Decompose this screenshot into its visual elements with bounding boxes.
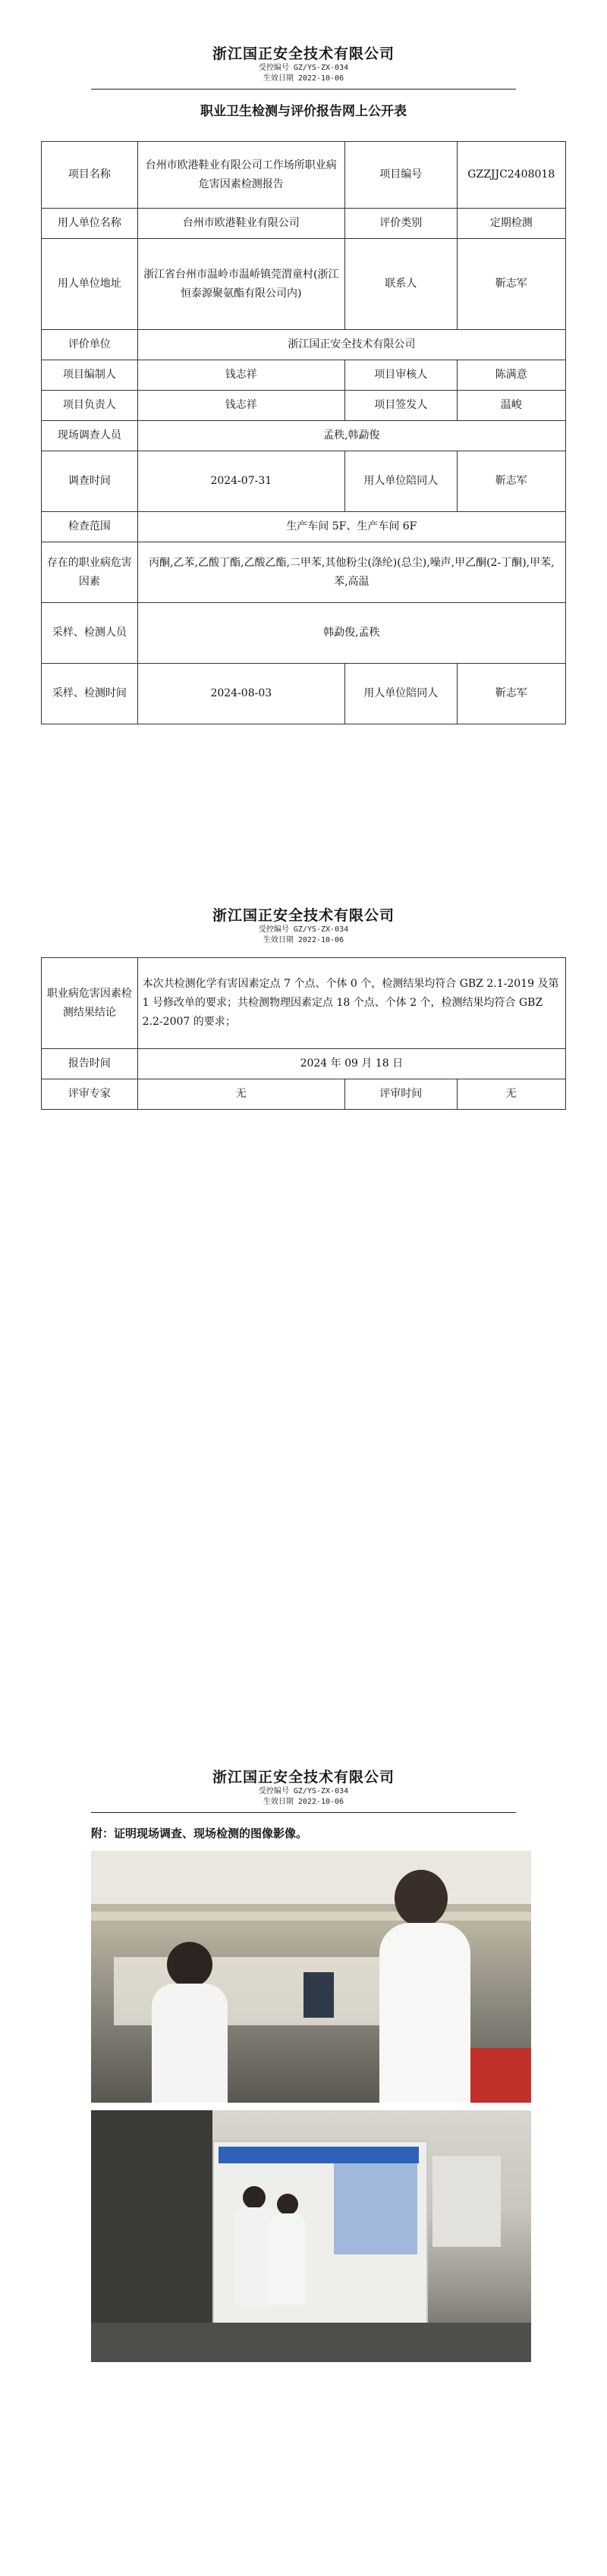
effective-date: 生效日期 2022-10-06 bbox=[263, 1798, 344, 1806]
address-label: 用人单位地址 bbox=[42, 239, 138, 330]
row-investigators bbox=[42, 421, 566, 451]
eval-type-label: 评价类别 bbox=[344, 209, 457, 239]
company-name: 浙江国正安全技术有限公司 bbox=[212, 1769, 395, 1786]
shelf bbox=[91, 1912, 531, 1921]
page-header bbox=[0, 42, 607, 90]
hazards-value: 丙酮,乙苯,乙酸丁酯,乙酸乙酯,二甲苯,其他粉尘(涤纶)(总尘),噪声,甲乙酮(2-丁酮),甲苯,苯,高温 bbox=[137, 542, 565, 603]
escort-value: 靳志军 bbox=[457, 451, 565, 512]
project-name-label: 项目名称 bbox=[42, 142, 138, 209]
leader-label: 项目负责人 bbox=[42, 391, 138, 421]
row-result bbox=[42, 958, 566, 1049]
escort-label: 用人单位陪同人 bbox=[344, 451, 457, 512]
company-name: 浙江国正安全技术有限公司 bbox=[212, 907, 395, 924]
effective-date: 生效日期 2022-10-06 bbox=[263, 74, 344, 83]
page-header bbox=[0, 904, 607, 946]
company-name: 浙江国正安全技术有限公司 bbox=[212, 46, 395, 62]
person-head bbox=[277, 2194, 298, 2215]
investigators-label: 现场调查人员 bbox=[42, 421, 138, 451]
page-header bbox=[0, 1766, 607, 1813]
site-test-photo bbox=[91, 2110, 531, 2362]
floor bbox=[91, 2323, 531, 2362]
reviewer-label: 项目审核人 bbox=[344, 360, 457, 391]
contact-label: 联系人 bbox=[344, 239, 457, 330]
worker-left bbox=[152, 1984, 228, 2103]
report-time-value: 2024 年 09 月 18 日 bbox=[137, 1049, 565, 1079]
control-number: 受控编号 GZ/YS-ZX-034 bbox=[258, 1787, 349, 1795]
page-2 bbox=[0, 904, 607, 946]
site-survey-photo bbox=[91, 1851, 531, 2103]
control-number: 受控编号 GZ/YS-ZX-034 bbox=[258, 64, 349, 72]
leader-value: 钱志祥 bbox=[137, 391, 344, 421]
control-number: 受控编号 GZ/YS-ZX-034 bbox=[258, 925, 349, 934]
worker-head bbox=[395, 1870, 448, 1927]
page-3 bbox=[0, 1766, 607, 1813]
header-rule bbox=[91, 1812, 516, 1813]
row-address bbox=[42, 239, 566, 330]
effective-date: 生效日期 2022-10-06 bbox=[263, 936, 344, 944]
review-time-label: 评审时间 bbox=[344, 1079, 457, 1110]
ceiling-lights bbox=[91, 1851, 531, 1904]
annex-caption: 附：证明现场调查、现场检测的图像影像。 bbox=[91, 1827, 308, 1840]
person-right bbox=[270, 2213, 305, 2304]
scope-label: 检查范围 bbox=[42, 512, 138, 542]
row-eval-unit bbox=[42, 330, 566, 360]
sample-time-value: 2024-08-03 bbox=[137, 664, 344, 724]
row-survey-time bbox=[42, 451, 566, 512]
survey-time-value: 2024-07-31 bbox=[137, 451, 344, 512]
result-table bbox=[41, 957, 566, 1110]
row-samplers bbox=[42, 603, 566, 664]
row-report-time bbox=[42, 1049, 566, 1079]
row-compiler bbox=[42, 360, 566, 391]
row-project-name bbox=[42, 142, 566, 209]
person-head bbox=[243, 2186, 266, 2209]
result-value: 本次共检测化学有害因素定点 7 个点、个体 0 个，检测结果均符合 GBZ 2.1-2019 及第 1 号修改单的要求；共检测物理因素定点 18 个点、个体 2 个，检测结果均符合 GBZ 2.2-2007 的要求； bbox=[137, 958, 565, 1049]
sample-time-label: 采样、检测时间 bbox=[42, 664, 138, 724]
investigators-value: 孟秩,韩勐俊 bbox=[137, 421, 565, 451]
worker-right bbox=[379, 1923, 470, 2103]
row-leader bbox=[42, 391, 566, 421]
issuer-label: 项目签发人 bbox=[344, 391, 457, 421]
page-1 bbox=[0, 42, 607, 119]
eval-unit-label: 评价单位 bbox=[42, 330, 138, 360]
red-crates bbox=[470, 2048, 531, 2103]
row-employer bbox=[42, 209, 566, 239]
employer-value: 台州市欧港鞋业有限公司 bbox=[137, 209, 344, 239]
hazards-label: 存在的职业病危害因素 bbox=[42, 542, 138, 603]
worker-head bbox=[167, 1942, 212, 1987]
row-hazards bbox=[42, 542, 566, 603]
sound-level-meter bbox=[304, 1972, 334, 2018]
eval-unit-value: 浙江国正安全技术有限公司 bbox=[137, 330, 565, 360]
samplers-label: 采样、检测人员 bbox=[42, 603, 138, 664]
notice-board-banner bbox=[219, 2147, 419, 2163]
reviewer-value: 陈满意 bbox=[457, 360, 565, 391]
samplers-value: 韩勐俊,孟秩 bbox=[137, 603, 565, 664]
row-scope bbox=[42, 512, 566, 542]
address-value: 浙江省台州市温岭市温峤镇莞渭童村(浙江恒泰源聚氨酯有限公司内) bbox=[137, 239, 344, 330]
project-no-label: 项目编号 bbox=[344, 142, 457, 209]
employer-label: 用人单位名称 bbox=[42, 209, 138, 239]
escort2-value: 靳志军 bbox=[457, 664, 565, 724]
escort2-label: 用人单位陪同人 bbox=[344, 664, 457, 724]
notice-panel bbox=[334, 2163, 417, 2254]
wall-panel bbox=[432, 2156, 501, 2247]
compiler-value: 钱志祥 bbox=[137, 360, 344, 391]
review-time-value: 无 bbox=[457, 1079, 565, 1110]
compiler-label: 项目编制人 bbox=[42, 360, 138, 391]
header-rule bbox=[91, 89, 516, 90]
survey-time-label: 调查时间 bbox=[42, 451, 138, 512]
expert-value: 无 bbox=[137, 1079, 344, 1110]
result-label: 职业病危害因素检测结果结论 bbox=[42, 958, 138, 1049]
contact-value: 靳志军 bbox=[457, 239, 565, 330]
project-no-value: GZZJJC2408018 bbox=[457, 142, 565, 209]
person-left bbox=[235, 2207, 273, 2306]
report-time-label: 报告时间 bbox=[42, 1049, 138, 1079]
info-table bbox=[41, 141, 566, 724]
issuer-value: 温峻 bbox=[457, 391, 565, 421]
row-sample-time bbox=[42, 664, 566, 724]
row-expert bbox=[42, 1079, 566, 1110]
expert-label: 评审专家 bbox=[42, 1079, 138, 1110]
eval-type-value: 定期检测 bbox=[457, 209, 565, 239]
report-title: 职业卫生检测与评价报告网上公开表 bbox=[200, 104, 407, 119]
project-name-value: 台州市欧港鞋业有限公司工作场所职业病危害因素检测报告 bbox=[137, 142, 344, 209]
scope-value: 生产车间 5F、生产车间 6F bbox=[137, 512, 565, 542]
